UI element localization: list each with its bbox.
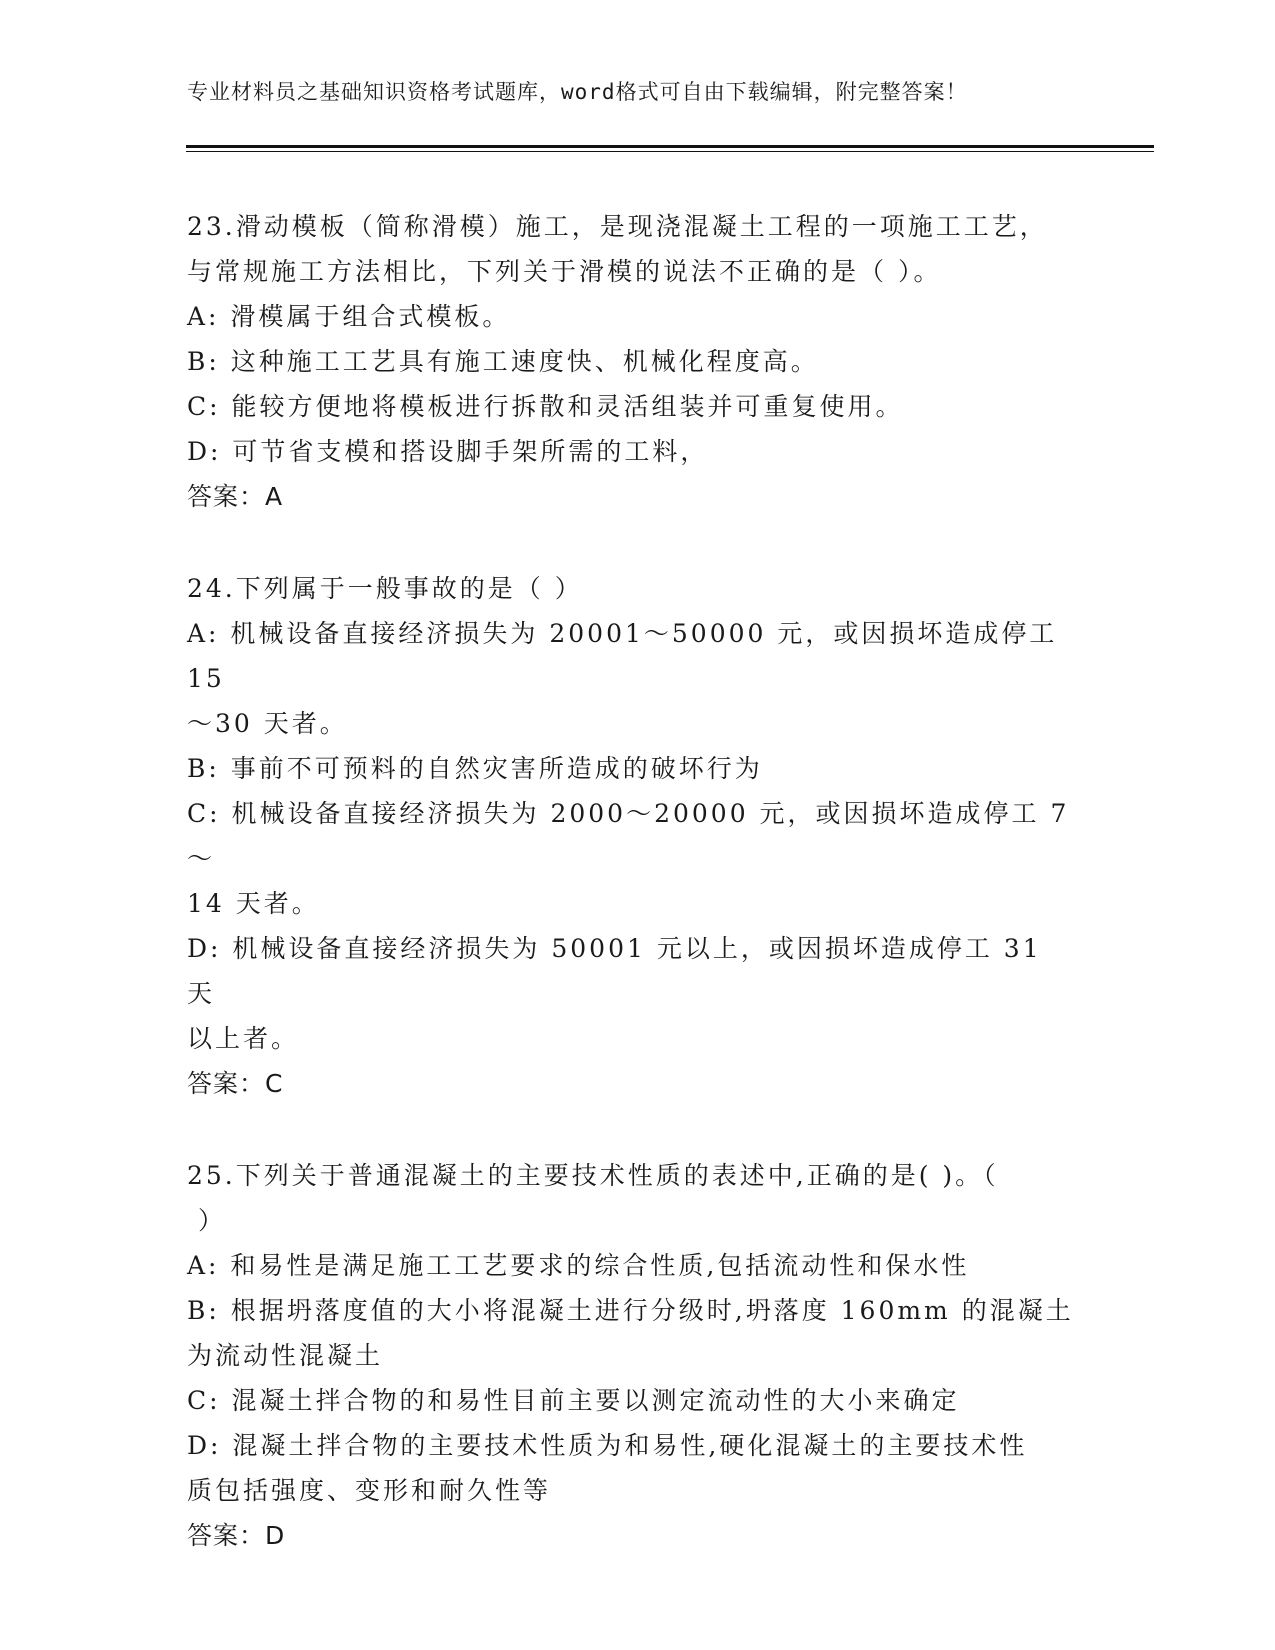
option-d: D: 混凝土拌合物的主要技术性质为和易性,硬化混凝土的主要技术性	[187, 1431, 1028, 1460]
option-c: C: 机械设备直接经济损失为 2000～20000 元，或因损坏造成停工 7～	[187, 799, 1070, 873]
question-list	[187, 204, 1077, 1605]
header-rule-thin	[186, 151, 1154, 152]
option-d-continued: 以上者。	[187, 1024, 300, 1053]
option-d: D: 机械设备直接经济损失为 50001 元以上，或因损坏造成停工 31 天	[187, 934, 1053, 1008]
question-stem-line: 23.滑动模板（简称滑模）施工，是现浇混凝土工程的一项施工工艺，	[187, 212, 1048, 241]
option-d: D: 可节省支模和搭设脚手架所需的工料，	[187, 437, 709, 466]
option-a: A: 滑模属于组合式模板。	[187, 302, 511, 331]
page-header-text: 专业材料员之基础知识资格考试题库，word格式可自由下载编辑，附完整答案！	[187, 80, 968, 104]
option-c-continued: 14 天者。	[187, 889, 320, 918]
option-a-continued: ～30 天者。	[187, 709, 348, 738]
option-a: A: 和易性是满足施工工艺要求的综合性质,包括流动性和保水性	[187, 1251, 970, 1280]
answer-label: 答案：A	[187, 482, 284, 511]
answer-label: 答案：D	[187, 1521, 286, 1550]
question-25	[187, 1153, 1077, 1559]
option-d-continued: 质包括强度、变形和耐久性等	[187, 1476, 552, 1505]
option-b: B: 事前不可预料的自然灾害所造成的破坏行为	[187, 754, 763, 783]
option-b: B: 这种施工工艺具有施工速度快、机械化程度高。	[187, 347, 819, 376]
question-stem-line: ）	[187, 1206, 226, 1235]
option-a: A: 机械设备直接经济损失为 20001～50000 元，或因损坏造成停工 15	[187, 619, 1069, 693]
option-b: B: 根据坍落度值的大小将混凝土进行分级时,坍落度 160mm 的混凝土	[187, 1296, 1074, 1325]
question-stem-line: 25.下列关于普通混凝土的主要技术性质的表述中,正确的是( )。（	[187, 1161, 999, 1190]
question-23	[187, 204, 1077, 520]
question-stem-line: 与常规施工方法相比，下列关于滑模的说法不正确的是（ ）。	[187, 257, 942, 286]
option-c: C: 混凝土拌合物的和易性目前主要以测定流动性的大小来确定	[187, 1386, 960, 1415]
answer-label: 答案：C	[187, 1069, 284, 1098]
header-rule-thick	[186, 145, 1154, 148]
option-b-continued: 为流动性混凝土	[187, 1341, 384, 1370]
question-24	[187, 566, 1077, 1107]
option-c: C: 能较方便地将模板进行拆散和灵活组装并可重复使用。	[187, 392, 904, 421]
question-stem-line: 24.下列属于一般事故的是（ ）	[187, 574, 583, 603]
